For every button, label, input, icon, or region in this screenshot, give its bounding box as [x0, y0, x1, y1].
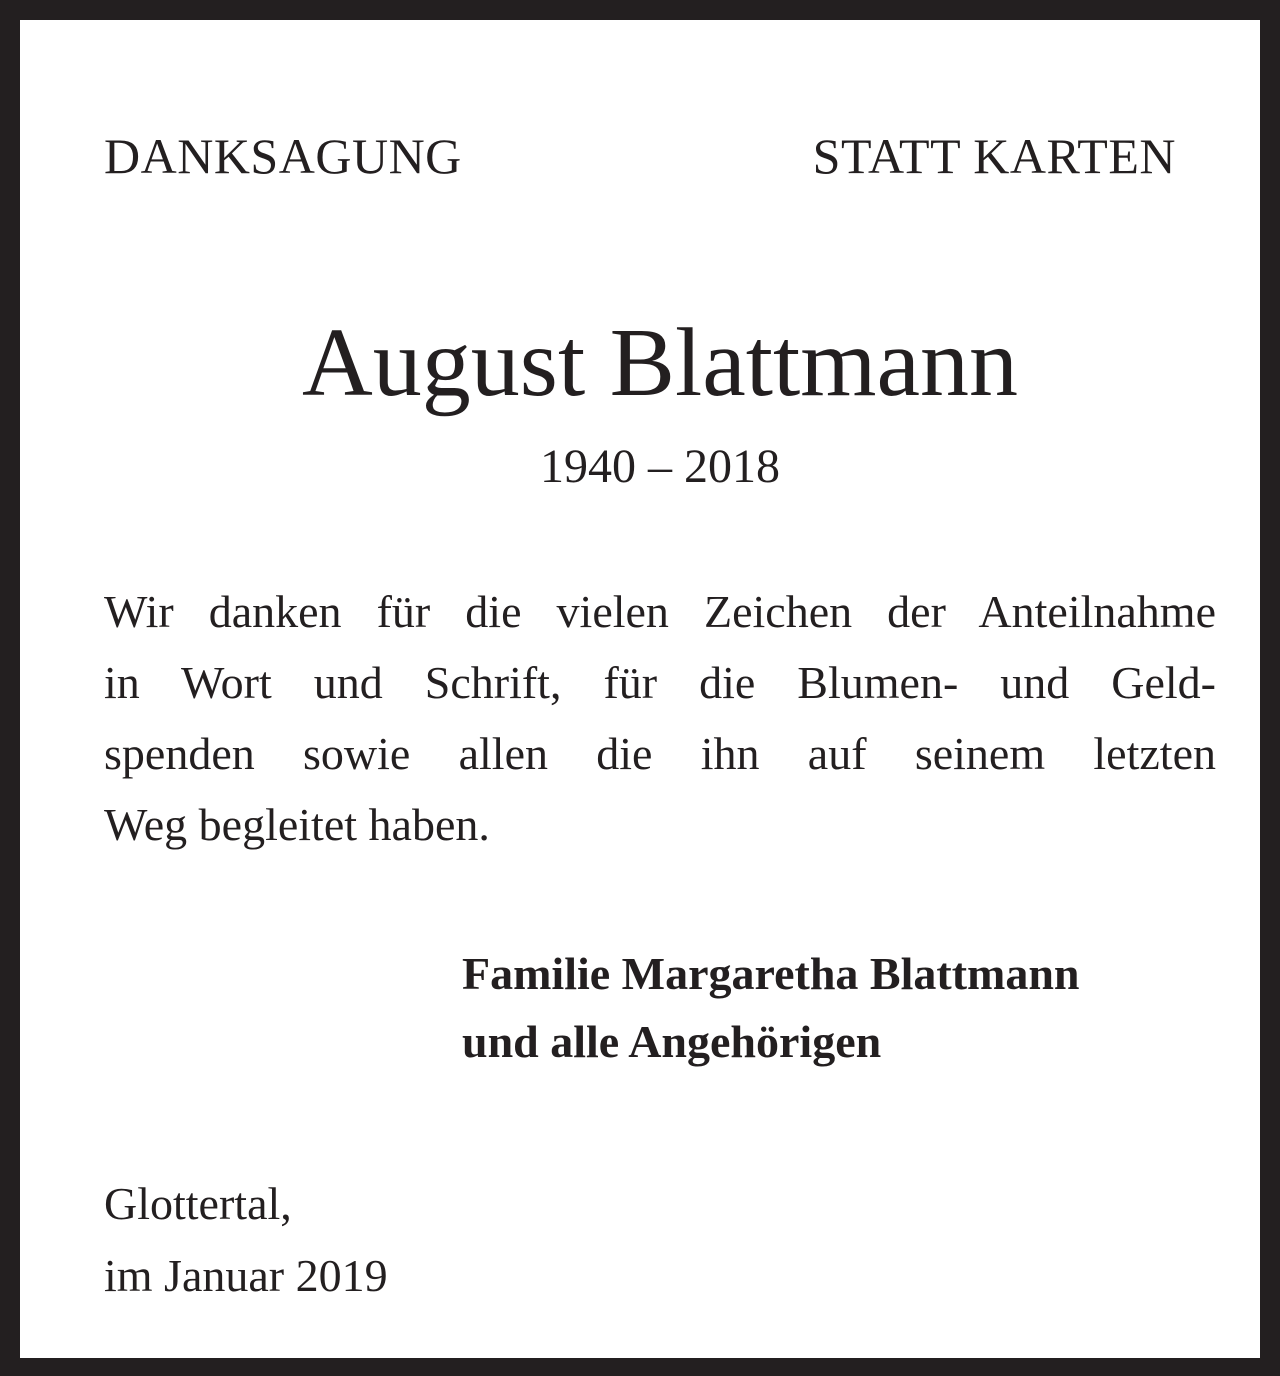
signature-family: Familie Margaretha Blattmann	[462, 948, 1080, 999]
heading-danksagung: DANKSAGUNG	[104, 128, 462, 184]
signature-relatives: und alle Angehörigen	[462, 1016, 882, 1067]
message-line: in Wort und Schrift, für die Blumen- und Geld-	[104, 657, 1216, 708]
place-name: Glottertal,	[104, 1178, 292, 1229]
place-date-block	[104, 1168, 388, 1312]
heading-statt-karten: STATT KARTEN	[812, 128, 1176, 184]
life-years: 1940 – 2018	[540, 440, 780, 493]
thanks-message	[104, 576, 1216, 860]
message-line: Weg begleitet haben.	[104, 799, 490, 850]
deceased-name: August Blattmann	[302, 309, 1018, 417]
signature-block	[462, 940, 1080, 1076]
message-line: spenden sowie allen die ihn auf seinem letzten	[104, 728, 1216, 779]
message-line: Wir danken für die vielen Zeichen der Anteilnahme	[104, 586, 1216, 637]
date-line: im Januar 2019	[104, 1250, 388, 1301]
